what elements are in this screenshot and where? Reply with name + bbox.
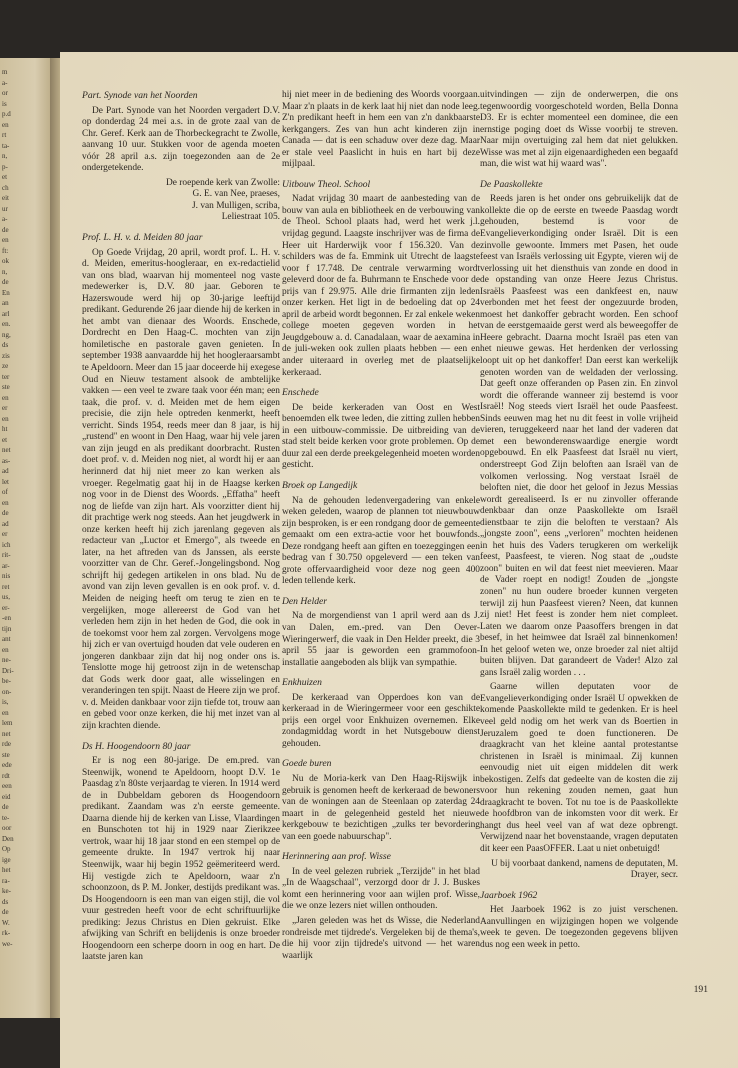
book-gutter <box>50 58 60 1018</box>
column-2 <box>282 90 480 965</box>
signature-block <box>480 859 678 882</box>
facing-page-text-fragment: de <box>2 278 9 286</box>
facing-page-text-fragment: en <box>2 120 9 129</box>
facing-page-text-fragment: en <box>2 414 9 423</box>
facing-page-text-fragment: on- <box>2 687 12 696</box>
paragraph: De Part. Synode van het Noorden vergadert D.V. op donderdag 24 mei a.s. in de grote zaal van de Chr. Geref. Kerk aan de Thorbeckegracht te Zwolle, aanvang 10 uur. Stukken voor de agenda moeten vóór 28 april a.s. zijn toegezonden aan de 2e ondergetekende. <box>82 105 280 174</box>
paragraph: Nu de Moria-kerk van Den Haag-Rijswijk in gebruik is genomen heeft de kerkeraad de bewoners van de woningen aan de Steenlaan op zaterdag 24 maart in de gelegenheid gesteld het nieuwe kerkgebouw te bezichtigen „zulks ter bevordering van een goede nabuurschap". <box>282 773 480 842</box>
facing-page-text-fragment: en <box>2 645 9 654</box>
facing-page-text-fragment: net <box>2 446 11 454</box>
paragraph: Na de gehouden ledenvergadering van enkele weken geleden, waarop de plannen tot nieuwbouw zijn besproken, is er een rondgang door de gemeente gemaakt om een extra-actie voor het bouwfonds. Deze rondgang heeft aan giften en toezeggingen een bedrag van f 30.750 opgeleverd — een teken van grote offervaardigheid voor deze nog geen 400 leden tellende kerk. <box>282 495 480 587</box>
facing-page-text-fragment: ur <box>2 204 8 213</box>
facing-page-text-fragment: eit <box>2 194 9 202</box>
signature-line: De roepende kerk van Zwolle: <box>165 177 280 188</box>
facing-page-text-fragment: et <box>2 173 8 181</box>
facing-page-text-fragment: lem <box>2 719 13 727</box>
paragraph: De beide kerkeraden van Oost en West benoemden elk twee leden, die zitting zullen hebben in een uitbouw-commissie. De uitbreiding van de stad stelt beide kerken voor grote problemen. Op de duur zal een derde preekgelegenheid moeten worden gesticht. <box>282 402 480 471</box>
column-1 <box>82 90 280 967</box>
paragraph: Na de morgendienst van 1 april werd aan ds J. van Dalen, em.-pred. van Den Oever-Wieringerwerf, die vaak in Den Helder preekt, die 3 april 55 jaar is geworden een grammofoon-installatie aangeboden als blijk van sympathie. <box>282 611 480 668</box>
facing-page-text-fragment: een <box>2 782 12 790</box>
section-heading: Goede buren <box>282 758 332 770</box>
section-heading: Den Helder <box>282 595 328 607</box>
facing-page-text-fragment: arl <box>2 309 10 318</box>
facing-page-text-fragment: eid <box>2 792 11 801</box>
facing-page-text-fragment: ta- <box>2 141 10 150</box>
section-heading: Uitbouw Theol. School <box>282 178 371 190</box>
facing-page-text-fragment: ige <box>2 855 11 864</box>
facing-page-edge <box>0 58 50 1018</box>
signature-block <box>82 178 280 224</box>
facing-page-text-fragment: ds <box>2 897 9 906</box>
facing-page-text-fragment: de <box>2 509 9 517</box>
facing-page-text-fragment: as- <box>2 456 11 465</box>
facing-page-text-fragment: ra- <box>2 876 10 885</box>
facing-page-text-fragment: het <box>2 866 11 874</box>
facing-page-text-fragment: p.d <box>2 110 11 118</box>
facing-page-text-fragment: ne- <box>2 656 11 664</box>
document-page <box>60 52 738 1068</box>
facing-page-text-fragment: ste <box>2 383 10 391</box>
paragraph: „Jaren geleden was het ds Wisse, die Nederland rondreisde met tijdrede's. Vergeleken bij de thema's, die hij voor zijn tijdrede's uitvond — het waren waarlijk <box>282 916 480 961</box>
facing-page-text-fragment: zis <box>2 351 10 360</box>
facing-page-text-fragment: W. <box>2 918 10 927</box>
facing-page-text-fragment: ter <box>2 372 10 381</box>
facing-page-text-fragment: is, <box>2 698 9 706</box>
paragraph: Nadat vrijdag 30 maart de aanbesteding van de bouw van aula en bibliotheek en de verbouwing van de Theol. School plaats had, werd het werk j.l. vrijdag gegund. Laagste inschrijver was de firma de Heer uit Harderwijk voor f 156.320. Van de schilders was de fa. Emmink uit Utrecht de laagste voor f 17.748. De centrale verwarming wordt geleverd door de fa. Buhrmann te Enschede voor de prijs van f 29.975. Alle drie firmanten zijn leden onzer kerken. Het ligt in de bedoeling dat op 24 april de arbeid wordt begonnen. Er zal enkele weken college moeten gegeven worden in het Jeugdgebouw a. d. Canadalaan, waar de aexamina in de juli-weken ook zullen plaats hebben — een en ander uiteraard in overleg met de plaatselijke kerkeraad. <box>282 194 480 378</box>
signature-line: J. van Mulligen, scriba, <box>191 200 280 211</box>
facing-page-text-fragment: de <box>2 225 9 234</box>
section-heading: De Paaskollekte <box>480 178 543 190</box>
facing-page-text-fragment: ich <box>2 540 11 549</box>
section-heading: Part. Synode van het Noorden <box>82 90 198 101</box>
paragraph: De kerkeraad van Opperdoes kon van de kerkeraad in de Wieringermeer voor een geschikte prijs een orgel voor Enkhuizen overnemen. Elke zondagmiddag wordt in het Nutsgebouw dienst gehouden. <box>282 692 480 749</box>
paragraph: Het Jaarboek 1962 is zo juist verschenen. Aanvullingen en wijzigingen hopen we volgende week te geven. De toegezonden gegevens blijven dus nog een week in petto. <box>480 905 678 950</box>
signature-line: G. E. van Nee, praeses, <box>192 189 280 200</box>
facing-page-text-fragment: ste <box>2 750 10 759</box>
facing-page-text-fragment: rk- <box>2 929 11 937</box>
facing-page-text-fragment: en <box>2 393 9 402</box>
facing-page-text-fragment: p- <box>2 162 8 171</box>
paragraph: Reeds jaren is het onder ons gebruikelijk dat de kollekte die op de eerste en tweede Paasdag wordt gehouden, bestemd is voor de Evangelieverkondiging onder Israël. Dit is een zinvolle gewoonte. Immers met Pasen, het oude feest van Israëls verlossing uit Egypte, vieren wij de verlossing uit het diensthuis van zonde en dood in de opstanding van onze Heere Jezus Christus. Israëls Paasfeest was een dankfeest en, nauw verbonden met het feest der ongezuurde broden, moest het dankoffer gebracht worden. Een schoof van de eerstgemaaide gerst werd als beweegoffer de Heere gebracht. Daarna mocht Israël pas eten van het nieuwe gewas. Het herdenken der verlossing loopt uit op het dankoffer! Dan eerst kan werkelijk genoten worden van de weldaden der verlossing. Dat geeft onze offeranden op Pasen zin. En zinvol wordt die offerande wanneer zij bestemd is voor Israël! Nog steeds viert Israël het oude Paasfeest. Sinds eeuwen mag het nu dit feest in volle vrijheid vieren, teruggekeerd naar het land der vaderen dat met een bewonderenswaardige energie wordt opgebouwd. En elk Paasfeest dat Israël nu viert, onderstreept God Zijn beloften aan Israël van de volkomen verlossing. Nog verstaat Israël de beloften niet, die door het geloof in Jezus Messias wordt gerealiseerd. Is er nu zinvoller offerande denkbaar dan onze Paaskollekte om Israël dienstbaar te zijn die beloften te verstaan? Als „jongste zoon", eens „verloren" mochten heidenen in het huis des Vaders terugkeren om werkelijk feest, Paasfeest, te vieren. Nog staat de „oudste zoon" buiten en wil dat feest niet meevieren. Maar de Vader roept en nodigt! Zouden de „jongste zonen" nu hun oudere broeder kunnen vergeten terwijl zij hun Paasfeest vieren? Neen, dat kunnen zij niet! Het feest is zonder hem niet compleet. Laten we daarom onze Paasoffers brengen in dat besef, in het heimwee dat Israël zal binnenkomen! In het geloof weten we, onze broeder zal niet altijd buiten blijven. Dat garandeert de Vader! Alzo zal gans Israël zalig worden . . . <box>480 194 678 678</box>
facing-page-text-fragment: te- <box>2 813 10 822</box>
facing-page-text-fragment: rdt <box>2 771 10 780</box>
section-heading: Prof. L. H. v. d. Meiden 80 jaar <box>82 232 203 244</box>
facing-page-text-fragment: de <box>2 803 9 811</box>
column-3 <box>480 90 678 954</box>
facing-page-text-fragment: ede <box>2 761 12 769</box>
facing-page-text-fragment: be- <box>2 677 11 685</box>
facing-page-text-fragment: en <box>2 498 9 507</box>
facing-page-text-fragment: tijn <box>2 624 12 633</box>
section-heading: Broek op Langedijk <box>282 479 358 491</box>
facing-page-text-fragment: ad <box>2 467 9 475</box>
paragraph: hij niet meer in de bediening des Woords voorgaan. Maar z'n plaats in de kerk laat hij niet dan node leeg. Z'n predikant heeft in hem een van z'n dankbaarste kerkgangers. Zes van hun acht kinderen zijn in Canada — dat is een schaduw over deze dag. Maar er stale veel Paaslicht in huis en hart bij deze mijlpaal. <box>282 90 480 170</box>
signature-line: Leliestraat 105. <box>221 212 280 223</box>
facing-page-text-fragment: ant <box>2 635 11 643</box>
facing-page-text-fragment: er- <box>2 603 10 612</box>
facing-page-text-fragment: ret <box>2 582 10 591</box>
paragraph: uitvindingen — zijn de onderwerpen, die ons tegenwoordig voorgeschoteld worden, Bella Donna D3. Er is echter momenteel een dominee, die een ernstige poging doet ds Wisse voorbij te streven. Naar mijn overtuiging zal hem dat niet gelukken. Wisse was met al zijn eigenaardigheden een begaafd man, die wist wat hij waard was". <box>480 90 678 170</box>
facing-page-text-fragment: er <box>2 404 8 412</box>
facing-page-text-fragment: a- <box>2 78 8 87</box>
facing-page-text-fragment: rde <box>2 740 11 748</box>
section-heading: Enkhuizen <box>282 677 322 689</box>
facing-page-text-fragment: ng, <box>2 330 11 339</box>
facing-page-text-fragment: en <box>2 708 9 717</box>
facing-page-text-fragment: ft: <box>2 246 9 255</box>
section-heading: Herinnering aan prof. Wisse <box>282 851 391 863</box>
facing-page-text-fragment: ds <box>2 341 9 349</box>
facing-page-text-fragment: a- <box>2 215 8 223</box>
facing-page-text-fragment: rit- <box>2 551 11 559</box>
facing-page-text-fragment: we- <box>2 939 13 948</box>
signature-line: U bij voorbaat dankend, namens de deputaten, M. Drayer, secr. <box>491 858 678 881</box>
facing-page-text-fragment: er <box>2 530 8 538</box>
facing-page-text-fragment: n, <box>2 152 8 160</box>
facing-page-text-fragment: rt <box>2 131 7 139</box>
paragraph: Er is nog een 80-jarige. De em.pred. van Steenwijk, wonend te Apeldoorn, hoopt D.V. 1e Paasdag z'n 80ste verjaardag te vieren. In 1914 werd de in Dubbeldam geboren ds Hoogendoorn predikant. Zaandam was z'n eerste gemeente. Daarna diende hij de kerken van Lisse, Vlaardingen en Bunschoten tot hij in 1929 naar Zierikzee vertrok, waar hij 18 jaar stond en een stempel op de gemeente drukte. In 1947 vertrok hij naar Steenwijk, waar hij begin 1952 geëmeriteerd werd. Hij vestigde zich te Apeldoorn, waar z'n schoonzoon, ds P. M. Jonker, destijds predikant was. Ds Hoogendoorn is een man van eigen stijl, die vol vuur gestreden heeft voor de echt schriftuurlijke prediking: Jezus Christus en Dien gekruist. Elke afwijking van Schrift en belijdenis is onze broeder Hoogendoorn een scherpe doorn in oog en hart. De laatste jaren kan <box>82 756 280 963</box>
facing-page-text-fragment: nis <box>2 572 11 580</box>
facing-page-text-fragment: an <box>2 299 9 307</box>
facing-page-text-fragment: oor <box>2 824 12 832</box>
facing-page-text-fragment: n, <box>2 267 8 276</box>
paragraph: In de veel gelezen rubriek „Terzijde" in het blad „In de Waagschaal", verzorgd door dr J. J. Buskes komt een herinnering voor aan wijlen prof. Wisse, die we onze lezers niet willen onthouden. <box>282 866 480 912</box>
facing-page-text-fragment: net <box>2 729 11 738</box>
facing-page-text-fragment: en. <box>2 320 11 328</box>
section-heading: Jaarboek 1962 <box>480 889 538 901</box>
facing-page-text-fragment: m <box>2 68 8 76</box>
facing-page-text-fragment: Dri- <box>2 666 14 675</box>
paragraph: Op Goede Vrijdag, 20 april, wordt prof. L. H. v. d. Meiden, emeritus-hoogleraar, en ex-redactielid van ons blad, waarvan hij momenteel nog vaste medewerker is, D.V. 80 jaar. Geboren te Hazerswoude werd hij op 30-jarige leeftijd predikant. Gedurende 26 jaar diende hij de kerken in het ambt van dienaar des Woords. Enschede, Dordrecht en Den Haag-C. mochten van zijn homiletische en pastorale gaven genieten. In september 1938 aanvaardde hij het hoogleraarsambt te Apeldoorn. Meer dan 15 jaar doceerde hij exegese Oud en Nieuw testament alsook de ambtelijke vakken — een veel te zware taak voor één man; een taak, die prof. v. d. Meiden met de hem eigen precisie, die zijn hele optreden kenmerkt, heeft verricht. Sinds 1954, reeds meer dan 8 jaar, is hij „rustend" en woont in Den Haag, waar hij vele jaren van zijn jeugd en als predikant doorbracht. Rusten doet prof. v. d. Meiden nog niet, al wordt hij er aan herinnerd dat hij niet meer zo kan werken als vroeger. Regelmatig gaat hij in de Haagse kerken nog voor in de Dienst des Woords. „Effatha" heeft nog de liefde van zijn hart. Als voorzitter dient hij dit prachtige werk nog steeds. Aan het jeugdwerk in onze kerken heeft hij zich jarenlang gegeven als redacteur van „Luctor et Emergo", als tweede en later, na het aftreden van ds Janssen, als eerste voorzitter van de Chr. Geref.-Jongelingsbond. Nog schrijft hij gedegen artikelen in ons blad. Nu de avond van zijn leven gevallen is en ook prof. v. d. Meiden de neiging heeft om terug te zien en te vergelijken, moge allereerst de God van het verleden hem zijn in het heden de God, die ook in de toekomst voor hem zal zorgen. Vervolgens moge hij zich er van overtuigd houden dat vele ouderen en jongeren dankbaar zijn dat hij nog onder ons is. Tenslotte moge hij getroost zijn in de wetenschap dat Gods werk door gaat, alle wisselingen en veranderingen ten spijt. Naast de Heere zijn we prof. v. d. Meiden dankbaar voor zijn tiefde tot, trouw aan en gebed voor onze kerken, die hij met inzet van al zijn krachten diende. <box>82 247 280 731</box>
facing-page-text-fragment: -en <box>2 614 11 622</box>
facing-page-text-fragment: or <box>2 89 8 97</box>
facing-page-text-fragment: ke- <box>2 887 11 895</box>
facing-page-text-fragment: ch <box>2 183 9 192</box>
facing-page-text-fragment: ok <box>2 257 9 265</box>
facing-page-text-fragment: En <box>2 288 10 297</box>
facing-page-text-fragment: et <box>2 435 8 444</box>
facing-page-text-fragment: of <box>2 488 8 496</box>
section-heading: Enschede <box>282 387 319 399</box>
facing-page-text-fragment: Den <box>2 834 14 843</box>
facing-page-text-fragment: is <box>2 99 7 108</box>
facing-page-text-fragment: ad <box>2 519 9 528</box>
facing-page-text-fragment: en <box>2 236 9 244</box>
facing-page-text-fragment: ze <box>2 362 9 370</box>
section-heading: Ds H. Hoogendoorn 80 jaar <box>82 740 191 752</box>
facing-page-text-fragment: Op <box>2 845 11 853</box>
facing-page-text-fragment: ar- <box>2 561 10 570</box>
paragraph: Gaarne willen deputaten voor de Evangelieverkondiging onder Israël U opwekken de komende Paaskollekte mild te gedenken. Er is heel veel geld nodig om het werk van ds Boertien in Jeruzalem goed te doen functioneren. De draagkracht van het kleine aantal protestantse christenen in Israël is minimaal. Zij kunnen eenvoudig niet uit eigen middelen dit werk bekostigen. Zelfs dat gedeelte van de kosten die zij voor hun rekening zouden nemen, gaat hun draagkracht te boven. Tot nu toe is de Paaskollekte de hoofdbron van de inkomsten voor dit werk. Er hangt dus heel veel van af wat deze opbrengt. Verwijzend naar het bovenstaande, vragen deputaten dit keer een PaasOFFER. Laat u niet onbetuigd! <box>480 682 678 854</box>
facing-page-text-fragment: let <box>2 477 9 486</box>
page-number: 191 <box>693 984 708 995</box>
facing-page-text-fragment: us, <box>2 593 10 601</box>
facing-page-text-fragment: ht <box>2 425 8 433</box>
facing-page-text-fragment: de <box>2 908 9 916</box>
